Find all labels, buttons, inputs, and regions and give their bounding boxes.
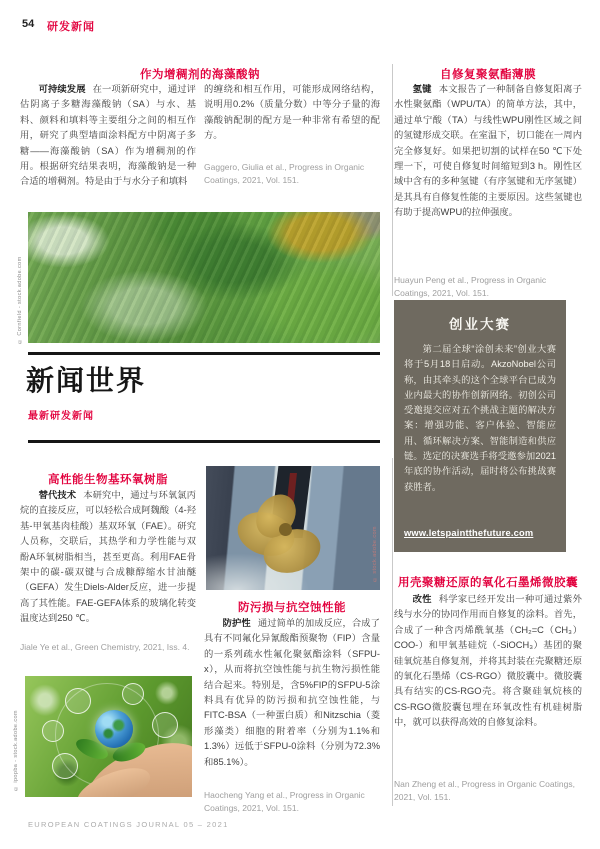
article-alginate-col2 bbox=[204, 82, 380, 144]
article-alginate-col1 bbox=[20, 82, 196, 190]
section-title: 研发新闻 bbox=[47, 21, 95, 33]
journal-footer: EUROPEAN COATINGS JOURNAL 05 – 2021 bbox=[28, 820, 229, 829]
article-antifouling-lead: 防护性 bbox=[222, 618, 251, 628]
article-title-bio-epoxy: 高性能生物基环氧树脂 bbox=[48, 474, 168, 486]
citation-bio-epoxy: Jiale Ye et al., Green Chemistry, 2021, Iss. 4. bbox=[20, 642, 190, 652]
article-microcapsules-lead: 改性 bbox=[412, 594, 432, 604]
news-world-title: 新闻世界 bbox=[26, 365, 147, 396]
icon-bubble bbox=[42, 720, 64, 742]
startup-contest-title: 创业大赛 bbox=[449, 317, 511, 332]
seaweed-photo-credit: © Cornfield - stock.adobe.com bbox=[17, 256, 23, 344]
article-microcapsules-body bbox=[394, 592, 582, 731]
column-divider-bottom bbox=[392, 458, 393, 806]
startup-contest-box bbox=[394, 300, 566, 552]
hand-globe-photo bbox=[25, 676, 192, 797]
citation-polyurethane: Huayun Peng et al., Progress in Organic Coatings, 2021, Vol. 151. bbox=[394, 275, 547, 298]
icon-bubble bbox=[65, 688, 91, 714]
seaweed-texture bbox=[28, 212, 380, 343]
article-polyurethane-text: 本文报告了一种制备自修复阳离子水性聚氨酯（WPU/TA）的简单方法，其中，通过单宁酸（TA）与线性WPU刚性区域之间的氢键形成交联。在室温下，切口能在一周内完全修复好。如果把切割的试样在50 ℃下处理一下，可使自修复时间缩短到3 h。刚性区域中含有的多种氢键（有序氢键和无序氢键）是其具有自修复性能的主要原因。这些氢键也有助于提高WPU的拉伸强度。 bbox=[394, 84, 582, 218]
article-microcapsules-text: 科学家已经开发出一种可通过紫外线与水分的协同作用而自修复的涂料。首先，合成了一种含丙烯酰氧基（CH₂=C（CH₃）COO-）和甲氧基硅烷（-SiOCH₃）基团的聚硅氧烷基自修复剂，并将其封装在壳聚糖还原的氧化石墨烯（CS-RGO）微胶囊中。微胶囊具有结实的CS-RGO壳。将含聚硅氧烷核的CS-RGO微胶囊包埋在环氧改性有机硅树脂中，就可以获得高效的自修复涂料。 bbox=[394, 594, 582, 728]
article-alginate-lead: 可持续发展 bbox=[38, 84, 86, 94]
citation-microcapsules: Nan Zheng et al., Progress in Organic Coatings, 2021, Vol. 151. bbox=[394, 779, 575, 802]
article-title-microcapsules: 用壳聚糖还原的氧化石墨烯微胶囊 bbox=[398, 577, 578, 589]
divider-bar-top bbox=[28, 352, 380, 355]
article-title-alginate: 作为增稠剂的海藻酸钠 bbox=[140, 69, 260, 81]
article-alginate-text-col1: 在一项新研究中，通过评估阴离子多糖海藻酸钠（SA）与水、基料、颜料和填料等主要组分之间的相互作用，研究了典型墙面涂料配方中阴离子多糖——海藻酸钠（SA）作为增稠剂的作用。根据研究结果表明，海藻酸钠是一种合适的增稠剂。特是由于与水分子和填料 bbox=[20, 84, 196, 187]
article-bio-epoxy-text: 本研究中，通过与环氧氯丙烷的直接反应，可以轻松合成阿魏酸（4-羟基-甲氧基肉桂酸）基双环氧（FAE）。研究人员称，交联后，其热学和力学性能与双酚A环氧树脂相当，甚至更高。利用FAE骨架中的碳-碳双键与合成糠醇缩水甘油醚（GEFA）发生Diels-Alder反应，进一步提高了其性能。FAE-GEFA体系的玻璃化转变温度达到250 ℃。 bbox=[20, 490, 196, 624]
news-world-subtitle: 最新研发新闻 bbox=[28, 411, 94, 422]
page-number: 54 bbox=[22, 18, 35, 30]
startup-contest-link[interactable]: www.letspaintthefuture.com bbox=[404, 528, 534, 538]
article-antifouling-text: 通过简单的加成反应，合成了具有不同氟化异氰酸酯预聚物（FIP）含量的一系列疏水性氟化聚氨酯涂料（SFPU-x），从而将抗空蚀性能与抗生物污损性能结合起来。特别是，含5%FIP的SFPU-5涂料具有优异的防污损和抗空蚀性能，与FITC-BSA（一种蛋白质）和Nitzschia（菱形藻类）细胞的附着率（分别为1.1%和1.3%）远低于SFPU-0涂料（分别为72.3%和85.1%）。 bbox=[204, 618, 380, 767]
article-bio-epoxy-body bbox=[20, 488, 196, 627]
article-alginate-text-col2: 的缠绕和相互作用，可能形成网络结构，说明用0.2%（质量分数）中等分子量的海藻酸钠配制的配方是一种非常有希望的配方。 bbox=[204, 84, 380, 141]
citation-antifouling: Haocheng Yang et al., Progress in Organic Coatings, 2021, Vol. 151. bbox=[204, 790, 365, 813]
seaweed-photo bbox=[28, 212, 380, 343]
earth-globe bbox=[95, 710, 133, 748]
article-polyurethane-lead: 氢键 bbox=[412, 84, 432, 94]
icon-bubble bbox=[152, 712, 178, 738]
propeller-photo-credit: © stock.adobe.com bbox=[372, 526, 378, 582]
icon-bubble bbox=[122, 683, 144, 705]
article-bio-epoxy-lead: 替代技术 bbox=[38, 490, 77, 500]
propeller-photo bbox=[206, 466, 380, 590]
column-divider-top bbox=[392, 64, 393, 296]
startup-contest-body: 第二届全球“涂创未来”创业大赛将于5月18日启动。AkzoNobel公司称，由其牵头的这个全球平台已成为业内最大的协作创新网络。初创公司受邀提交应对五个挑战主题的解决方案：增强功能、客户体验、智能应用、循环解决方案、智能制造和供应链。选定的决赛选手将受邀参加2021年底的协作活动，届时将公布挑战赛获胜者。 bbox=[404, 344, 556, 492]
article-title-antifouling: 防污损与抗空蚀性能 bbox=[238, 602, 346, 614]
article-title-polyurethane: 自修复聚氨酯薄膜 bbox=[440, 69, 536, 81]
icon-bubble bbox=[52, 753, 78, 779]
article-polyurethane-body bbox=[394, 82, 582, 221]
citation-alginate: Gaggero, Giulia et al., Progress in Organic Coatings, 2021, Vol. 151. bbox=[204, 162, 365, 185]
article-antifouling-body bbox=[204, 616, 380, 770]
hand-photo-credit: © ipopba - stock.adobe.com bbox=[13, 710, 19, 791]
divider-bar-bottom bbox=[28, 440, 380, 443]
